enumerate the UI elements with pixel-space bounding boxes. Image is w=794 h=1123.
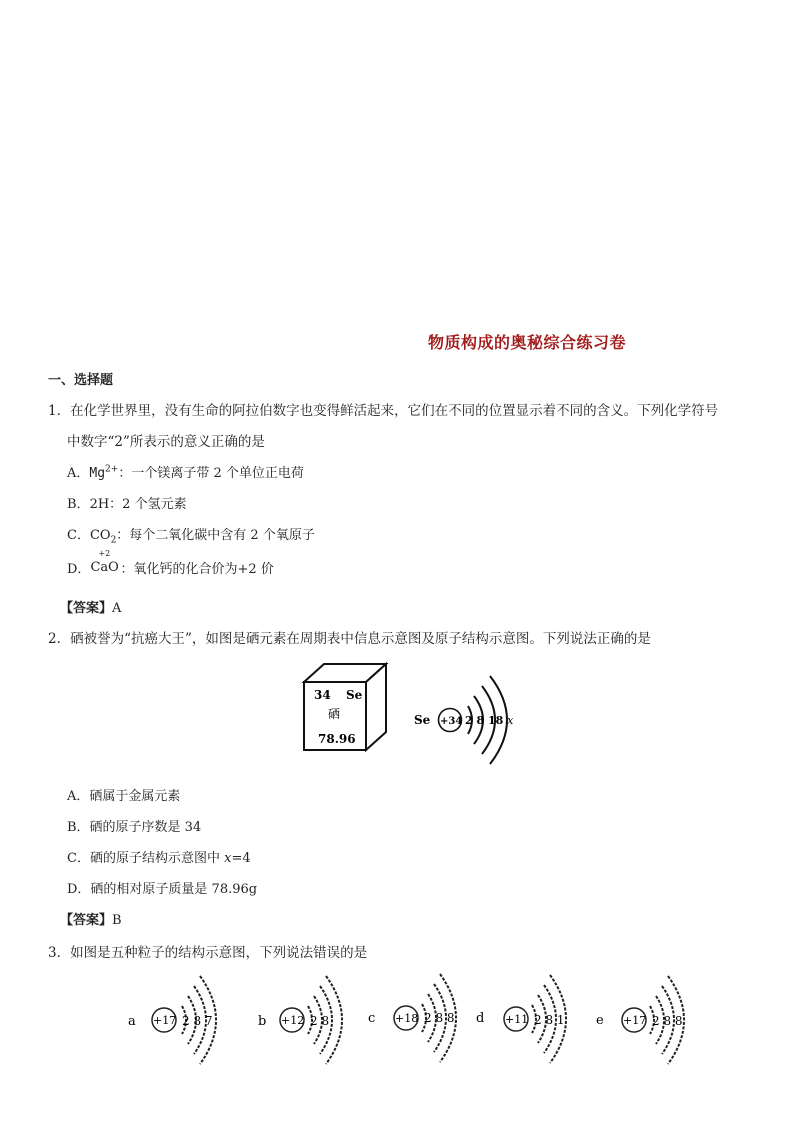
particle-e-charge: +17 <box>623 1014 647 1027</box>
particle-b <box>258 976 342 1064</box>
answer-value: B <box>112 913 122 928</box>
particle-d <box>476 975 566 1063</box>
option-c-subscript: 2 <box>110 535 117 546</box>
atom-shell-x: x <box>507 714 514 727</box>
atom-shell-numbers <box>465 714 514 727</box>
answer-label: 【答案】 <box>60 601 113 616</box>
option-d-valence: +2 <box>98 549 111 558</box>
particle-a-shells: 2 8 7 <box>182 1014 213 1028</box>
option-b-text: 2H：2 个氢元素 <box>89 497 187 512</box>
option-a-charge: 2+ <box>105 464 119 475</box>
particle-d-charge: +11 <box>505 1013 529 1026</box>
cell-atomic-number: 34 <box>314 688 331 702</box>
option-c-variable: x <box>224 851 232 866</box>
particle-d-shells: 2 8 1 <box>534 1013 565 1027</box>
answer-label: 【答案】 <box>60 913 113 928</box>
atom-symbol: Se <box>414 713 431 727</box>
particle-a <box>128 976 216 1064</box>
option-c-text: ：每个二氧化碳中含有 2 个氧原子 <box>116 528 315 543</box>
document-title: 物质构成的奥秘综合练习卷 <box>428 333 627 352</box>
question-1-line-2: 中数字“2”所表示的意义正确的是 <box>67 434 265 450</box>
particle-e <box>596 976 684 1064</box>
question-2-option-b: B．硒的原子序数是 34 <box>67 820 202 835</box>
particle-d-label: d <box>476 1011 485 1026</box>
option-c-suffix: =4 <box>231 851 251 866</box>
cell-symbol: Se <box>346 688 363 702</box>
atom-nucleus-charge: +34 <box>440 716 463 727</box>
cell-atomic-mass: 78.96 <box>318 732 356 746</box>
option-d-formula <box>90 549 120 576</box>
particle-e-shells: 2 8 8 <box>652 1014 683 1028</box>
option-d-text: ：氧化钙的化合价为+2 价 <box>120 562 274 577</box>
option-a-text: ：一个镁离子带 2 个单位正电荷 <box>118 466 304 481</box>
option-c-label: C． <box>67 528 90 543</box>
question-1-line-1: 1．在化学世界里，没有生命的阿拉伯数字也变得鲜活起来，它们在不同的位置显示着不同的含义。下列化学符号 <box>48 403 719 419</box>
particle-e-label: e <box>596 1013 604 1028</box>
particle-b-label: b <box>258 1014 267 1029</box>
question-1-answer <box>60 597 121 616</box>
question-1-option-c <box>67 524 315 546</box>
particle-a-charge: +17 <box>153 1014 177 1027</box>
selenium-figure <box>296 660 526 772</box>
question-1-option-a <box>67 462 304 481</box>
particle-c-label: c <box>368 1011 376 1026</box>
question-1-option-b <box>67 493 187 512</box>
question-2-answer <box>60 909 122 928</box>
particle-c-shells: 2 8 8 <box>424 1011 455 1025</box>
option-d-symbol: CaO <box>90 560 119 575</box>
section-heading: 一、选择题 <box>48 373 114 388</box>
option-a-label: A． <box>67 466 90 481</box>
question-2-option-c <box>67 847 251 866</box>
particles-figure <box>120 965 710 1065</box>
question-2-option-a: A．硒属于金属元素 <box>67 789 181 804</box>
particle-a-label: a <box>128 1014 136 1029</box>
question-3-line-1: 3．如图是五种粒子的结构示意图，下列说法错误的是 <box>48 945 368 961</box>
cell-element-name: 硒 <box>328 707 341 721</box>
option-d-label: D． <box>67 562 91 577</box>
question-2-option-d: D．硒的相对原子质量是 78.96g <box>67 882 258 897</box>
option-c-prefix: C．硒的原子结构示意图中 <box>67 851 225 866</box>
particle-c-charge: +18 <box>395 1012 419 1025</box>
answer-value: A <box>112 601 122 616</box>
question-1-option-d <box>67 549 274 577</box>
question-2-line-1: 2．硒被誉为“抗癌大王”，如图是硒元素在周期表中信息示意图及原子结构示意图。下列说法正确的是 <box>48 631 651 647</box>
option-b-label: B． <box>67 497 90 512</box>
option-c-symbol: CO <box>89 528 111 543</box>
option-a-symbol: Mg <box>89 466 106 481</box>
particle-b-shells: 2 8 <box>310 1014 330 1028</box>
atom-shell-values: 2 8 18 <box>465 714 508 727</box>
particle-c <box>368 974 456 1062</box>
particle-b-charge: +12 <box>281 1014 305 1027</box>
